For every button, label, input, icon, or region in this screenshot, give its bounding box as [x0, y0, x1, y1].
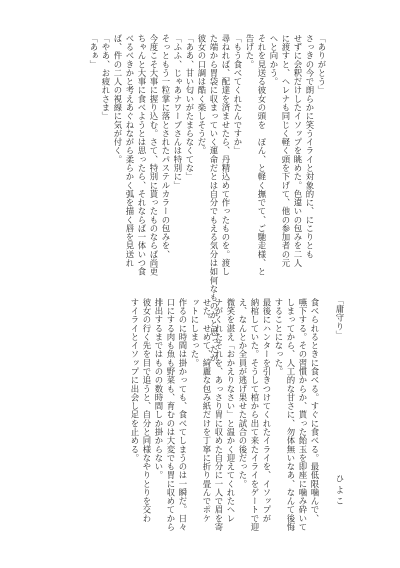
text-line: 納棺していた。そうして棺から出て来たイライをゲートで迎	[250, 298, 260, 532]
text-line: すイライとイソップに出会し足を止める。	[130, 298, 140, 463]
text-line: に渡すと、ヘレナも同じく軽く頭を下げて、他の参加者の元	[281, 34, 291, 268]
text-line: 今度こそ大事に握り込む。さて、特別に貰ったものならば尚更	[149, 34, 159, 276]
text-line: しまってから、人工的な甘さに、勿体無いなあ、なんて後悔	[286, 298, 296, 532]
text-line: 排出するまではものの数時間しか掛からない。	[154, 298, 164, 480]
text-line: 尋ねれば、配達を済ませたら、丹精込めて作ったものを。渡し	[221, 34, 231, 276]
text-line: 彼女の口調は酷く楽しそうだ。	[197, 34, 207, 155]
text-line: ば、件の二人の視線に気が付く。	[113, 34, 123, 164]
text-line: ットにしまった。	[190, 298, 200, 368]
text-line: 「やあ、お疲れさま」	[101, 34, 111, 121]
text-line: せた。せめて、綺麗な包み紙だけを丁寧に折り畳んでポケ	[202, 298, 212, 523]
text-line: た端から胃袋に収まっていく運命だとは自分でもえる気分は如何なものかと思ったが、	[209, 34, 219, 371]
text-line: 告げた。	[245, 34, 255, 69]
text-line: 作るのに時間は掛かっても、食べてしまうのは一瞬だ。日々	[178, 298, 188, 532]
text-line: へと向かう。	[269, 34, 279, 86]
text-line: べるべきかと考えあぐねながら柔らかく弧を描く唇を見送れ	[125, 34, 135, 268]
text-line: 食べられるときに食べる。すぐに食べる。最低限噛んで、	[310, 298, 320, 523]
text-line: 嚥下する。その習慣からか、貰った飴玉を即座に噛み砕いて	[298, 298, 308, 532]
author-name: ひよこ	[335, 474, 345, 509]
text-line: 「ありがとう」	[317, 34, 327, 95]
text-line: 彼女の行く先を目で追うと、自分と同様なやりとりを交わ	[142, 298, 152, 523]
text-line: それを見送る彼女の頭を ぽん、と軽く撫でて、ご馳走様、と	[257, 34, 267, 276]
text-line: さっきの今で朗らかに笑うイライと対象的に、にこりとも	[305, 34, 315, 259]
text-line: 口にする肉も魚も野菜も、育むのは大変でも胃に収めてから	[166, 298, 176, 532]
text-line: することになった。	[274, 298, 284, 376]
text-line: 「ああ、甘い匂いがたまらなくてな」	[185, 34, 195, 181]
text-line: 「もう食べてくれたんですか」	[233, 34, 243, 155]
text-line: 「ふふ、じゃあナワーブさんは特別に」	[173, 34, 183, 190]
text-line: そっともう一粒掌に落とされたパステルカラーの包みを、	[161, 34, 171, 259]
text-line: 微笑を湛え「おかえりなさい」と温かく迎えてくれたヘレ	[226, 298, 236, 523]
text-line: 最後にハンターを引きつけてくれたイライを、イソップが	[262, 298, 272, 523]
text-line: ナがくれたそれを、あっさり胃に収めた自分に一人で眉を寄	[214, 298, 224, 532]
text-line: ちゃんと大事に食べようとは思ったら、それならば一体いつ食	[137, 34, 147, 276]
text-line: 「あぁ」	[89, 34, 99, 69]
text-line: せずに会釈だけしたイソップを眺めた。色違いの包みを二人	[293, 34, 303, 268]
story-title: 「庸守り」	[335, 296, 345, 340]
text-line: え、なんとか全員が逃げ果せた試合の後だった。	[238, 298, 248, 489]
